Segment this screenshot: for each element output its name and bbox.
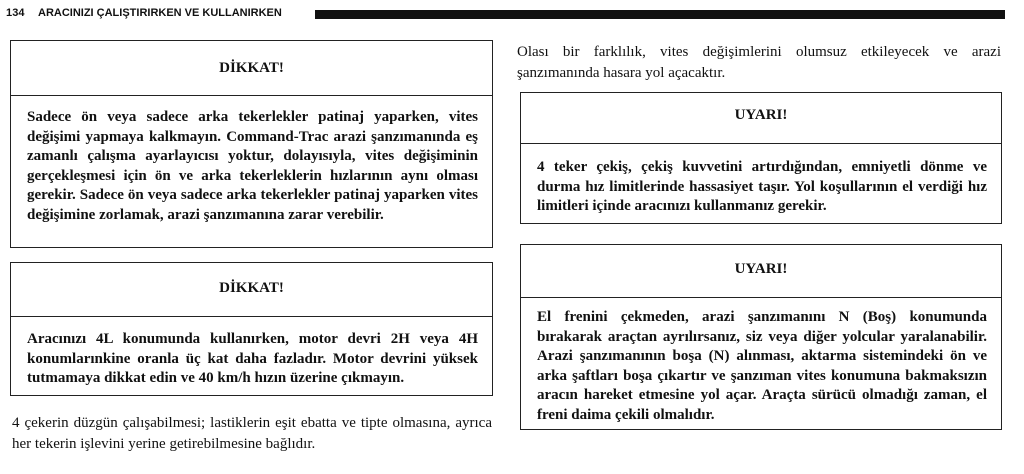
caution-divider xyxy=(11,316,492,317)
warning-text: El frenini çekmeden, arazi şanzımanını N (Boş) konumunda bırakarak araçtan ayrılırsanız, siz veya diğer yolcular yaralanabilir. Arazi şanzımanının boşa (N) alınması, aktarma sistemindeki ön ve arka şaftları boşa çıkartır ve şanzıman vites konumuna bakmaksızın aracın hareket etmesine yol açar. Araçta sürücü olmadığı zaman, el freni daima çekili olmalıdır. xyxy=(537,309,987,423)
caution-title: DİKKAT! xyxy=(219,280,284,296)
section-title: ARACINIZI ÇALIŞTIRIRKEN VE KULLANIRKEN xyxy=(38,7,282,19)
warning-text: 4 teker çekiş, çekiş kuvvetini artırdığından, emniyetli dönme ve durma hız limitlerinde hassasiyet taşır. Yol koşullarının el verdiği hız limitleri içinde aracınızı kullanmanız gerekir. xyxy=(537,159,987,214)
warning-title: UYARI! xyxy=(734,261,788,277)
warning-title: UYARI! xyxy=(734,107,788,123)
warning-divider xyxy=(521,143,1001,144)
caution-text: Aracınızı 4L konumunda kullanırken, motor devri 2H veya 4H konumlarınkine oranla üç kat daha fazladır. Motor devrini yüksek tutmamaya dikkat edin ve 40 km/h hızın üzerine çıkmayın. xyxy=(27,331,478,386)
caution-box-2 xyxy=(10,262,493,396)
caution-box-1 xyxy=(10,40,493,248)
body-paragraph: 4 çekerin düzgün çalışabilmesi; lastiklerin eşit ebatta ve tipte olmasına, ayrıca her tekerin işlevini yerine getirebilmesine bağlıdır. xyxy=(12,415,492,452)
page-header xyxy=(0,0,1024,24)
warning-box-1 xyxy=(520,92,1002,224)
caution-title: DİKKAT! xyxy=(219,60,284,76)
body-paragraph: Olası bir farklılık, vites değişimlerini olumsuz etkileyecek ve arazi şanzımanında hasara yol açacaktır. xyxy=(517,44,1001,81)
warning-box-2 xyxy=(520,244,1002,430)
caution-text: Sadece ön veya sadece arka tekerlekler patinaj yaparken, vites değişimi yapmaya kalkmayın. Command-Trac arazi şanzımanında eş zamanlı çalışma ayarlayıcısı yoktur, dolayısıyla, vites değişiminin gerçekleşmesi için ön ve arka tekerleklerin hızlarının aynı olması gerekir. Sadece ön veya sadece arka tekerlekler patinaj yaparken vites değişimine zorlamak, arazi şanzımanına zarar verebilir. xyxy=(27,109,478,223)
page-number: 134 xyxy=(6,7,25,19)
header-rule xyxy=(315,10,1005,19)
caution-divider xyxy=(11,95,492,96)
warning-divider xyxy=(521,297,1001,298)
